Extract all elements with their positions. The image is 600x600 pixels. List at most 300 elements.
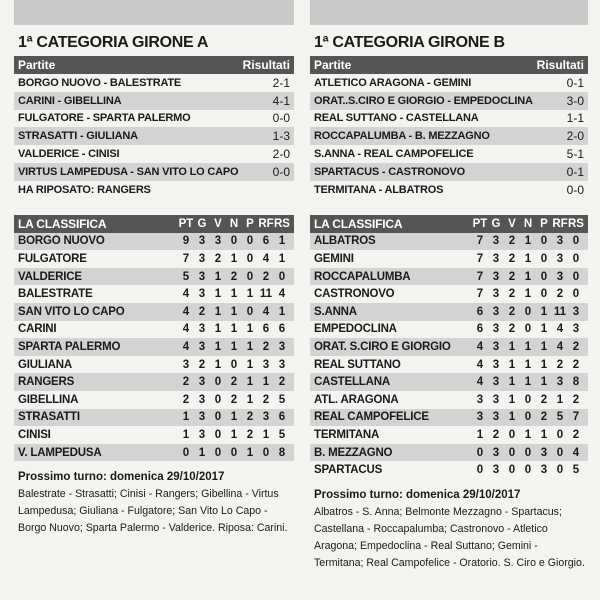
team-name: SPARTACUS [314, 464, 383, 477]
stat-cell: 1 [508, 376, 516, 389]
stat-cell: 1 [524, 235, 532, 248]
standings-row [310, 321, 588, 339]
stat-cell: 1 [230, 428, 238, 441]
result-score: 1-1 [566, 111, 584, 126]
team-name: TERMITANA [314, 428, 380, 441]
stat-cell: 1 [524, 340, 532, 353]
result-match: VALDERICE - CINISI [18, 148, 120, 161]
stat-cell: 0 [214, 376, 222, 389]
stat-cell: 1 [476, 428, 484, 441]
team-name: EMPEDOCLINA [314, 323, 397, 336]
stat-cell: 3 [492, 270, 500, 283]
stat-cell: 3 [556, 270, 564, 283]
stat-cell: 6 [476, 305, 484, 318]
stat-cell: 2 [182, 393, 190, 406]
result-score: 1-3 [272, 129, 290, 144]
stat-cell: 3 [198, 393, 206, 406]
stat-cell: 1 [540, 340, 548, 353]
standings-header-cell: RS [568, 217, 584, 230]
stat-cell: 3 [492, 464, 500, 477]
stat-cell: 2 [556, 288, 564, 301]
stat-cell: 5 [556, 411, 564, 424]
stat-cell: 1 [246, 376, 254, 389]
stat-cell: 1 [246, 358, 254, 371]
stat-cell: 3 [278, 358, 286, 371]
stat-cell: 2 [556, 358, 564, 371]
stat-cell: 6 [278, 323, 286, 336]
stat-cell: 1 [230, 305, 238, 318]
stat-cell: 3 [492, 340, 500, 353]
stat-cell: 0 [524, 446, 532, 459]
standings-header-cell: RF [552, 217, 568, 230]
stat-cell: 5 [278, 393, 286, 406]
stat-cell: 1 [524, 252, 532, 265]
result-row [310, 163, 588, 181]
standings-header-cell: P [246, 217, 254, 230]
stat-cell: 1 [246, 323, 254, 336]
standings-header-cell: LA CLASSIFICA [18, 216, 107, 231]
stat-cell: 1 [214, 358, 222, 371]
stat-cell: 0 [524, 323, 532, 336]
result-match: VIRTUS LAMPEDUSA - SAN VITO LO CAPO [18, 165, 239, 178]
stat-cell: 6 [262, 323, 270, 336]
stat-cell: 3 [572, 305, 580, 318]
result-row [14, 110, 294, 128]
next-round-title: Prossimo turno: domenica 29/10/2017 [18, 471, 225, 484]
top-gray-bar [14, 0, 294, 25]
stat-cell: 0 [556, 428, 564, 441]
stat-cell: 2 [246, 428, 254, 441]
result-score: 0-1 [566, 164, 584, 179]
stat-cell: 4 [278, 288, 286, 301]
standings-row [14, 303, 294, 321]
stat-cell: 0 [572, 235, 580, 248]
results-header-left: Partite [314, 58, 352, 72]
stat-cell: 4 [476, 340, 484, 353]
team-name: ORAT. S.CIRO E GIORGIO [314, 340, 451, 353]
team-name: RANGERS [18, 376, 75, 389]
standings-header [310, 215, 588, 233]
result-row [14, 74, 294, 92]
stat-cell: 1 [524, 428, 532, 441]
result-row [14, 181, 294, 199]
team-name: S.ANNA [314, 305, 357, 318]
stat-cell: 7 [476, 235, 484, 248]
stat-cell: 3 [198, 252, 206, 265]
stat-cell: 3 [198, 235, 206, 248]
results-header-left: Partite [18, 58, 56, 72]
result-match: BORGO NUOVO - BALESTRATE [18, 76, 182, 89]
result-row [310, 181, 588, 199]
team-name: SPARTA PALERMO [18, 340, 121, 353]
stat-cell: 4 [182, 288, 190, 301]
team-name: REAL CAMPOFELICE [314, 411, 429, 424]
stat-cell: 2 [262, 270, 270, 283]
stat-cell: 2 [492, 428, 500, 441]
stat-cell: 2 [540, 411, 548, 424]
stat-cell: 2 [572, 428, 580, 441]
stat-cell: 1 [524, 358, 532, 371]
stat-cell: 1 [246, 340, 254, 353]
stat-cell: 3 [492, 358, 500, 371]
stat-cell: 0 [508, 428, 516, 441]
result-match: CARINI - GIBELLINA [18, 94, 122, 107]
stat-cell: 0 [540, 288, 548, 301]
stat-cell: 1 [524, 270, 532, 283]
stat-cell: 1 [182, 428, 190, 441]
results-header-right: Risultati [242, 58, 290, 72]
stat-cell: 1 [278, 305, 286, 318]
stat-cell: 3 [198, 411, 206, 424]
result-score: 0-0 [272, 111, 290, 126]
stat-cell: 2 [508, 288, 516, 301]
standings-header [14, 215, 294, 233]
stat-cell: 2 [508, 235, 516, 248]
stat-cell: 1 [246, 288, 254, 301]
stat-cell: 7 [476, 270, 484, 283]
girone-a-title: 1ª CATEGORIA GIRONE A [18, 34, 209, 51]
stat-cell: 0 [214, 446, 222, 459]
team-name: ALBATROS [314, 235, 376, 248]
result-match: ATLETICO ARAGONA - GEMINI [314, 76, 472, 89]
results-header [14, 56, 294, 74]
standings-row [310, 356, 588, 374]
team-name: ATL. ARAGONA [314, 393, 399, 406]
stat-cell: 0 [230, 358, 238, 371]
stat-cell: 4 [476, 376, 484, 389]
result-row [310, 74, 588, 92]
standings-row [14, 409, 294, 427]
team-name: BORGO NUOVO [18, 235, 105, 248]
stat-cell: 1 [230, 323, 238, 336]
standings-row [14, 268, 294, 286]
stat-cell: 8 [572, 376, 580, 389]
stat-cell: 0 [524, 305, 532, 318]
stat-cell: 3 [492, 235, 500, 248]
result-row [14, 145, 294, 163]
girone-b-title: 1ª CATEGORIA GIRONE B [314, 34, 505, 51]
stat-cell: 2 [278, 376, 286, 389]
stat-cell: 3 [182, 358, 190, 371]
stat-cell: 1 [214, 323, 222, 336]
stat-cell: 1 [214, 340, 222, 353]
result-score: 3-0 [566, 93, 584, 108]
stat-cell: 3 [198, 340, 206, 353]
standings-table [310, 233, 588, 479]
standings-row [310, 303, 588, 321]
stat-cell: 0 [214, 428, 222, 441]
standings-row [14, 233, 294, 251]
stat-cell: 3 [556, 252, 564, 265]
stat-cell: 1 [214, 288, 222, 301]
team-name: BALESTRATE [18, 288, 93, 301]
team-name: GIULIANA [18, 358, 72, 371]
stat-cell: 2 [182, 376, 190, 389]
stat-cell: 1 [540, 358, 548, 371]
stat-cell: 3 [198, 323, 206, 336]
standings-row [14, 356, 294, 374]
standings-row [310, 444, 588, 462]
stat-cell: 3 [492, 446, 500, 459]
result-score: 2-0 [272, 147, 290, 162]
stat-cell: 0 [540, 235, 548, 248]
stat-cell: 6 [278, 411, 286, 424]
stat-cell: 4 [572, 446, 580, 459]
team-name: ROCCAPALUMBA [314, 270, 411, 283]
stat-cell: 2 [572, 340, 580, 353]
stat-cell: 0 [540, 252, 548, 265]
stat-cell: 0 [508, 446, 516, 459]
stat-cell: 3 [492, 323, 500, 336]
next-round [14, 469, 294, 537]
stat-cell: 3 [476, 393, 484, 406]
team-name: B. MEZZAGNO [314, 446, 393, 459]
stat-cell: 3 [198, 288, 206, 301]
stat-cell: 4 [262, 252, 270, 265]
stat-cell: 2 [230, 270, 238, 283]
stat-cell: 3 [540, 464, 548, 477]
stat-cell: 0 [214, 393, 222, 406]
stat-cell: 6 [476, 323, 484, 336]
stat-cell: 0 [230, 235, 238, 248]
girone-a-column [14, 0, 294, 537]
stat-cell: 1 [230, 411, 238, 424]
stat-cell: 0 [524, 464, 532, 477]
stat-cell: 1 [556, 393, 564, 406]
stat-cell: 0 [508, 464, 516, 477]
stat-cell: 1 [508, 411, 516, 424]
stat-cell: 1 [508, 358, 516, 371]
stat-cell: 3 [278, 340, 286, 353]
stat-cell: 3 [214, 235, 222, 248]
stat-cell: 1 [230, 340, 238, 353]
stat-cell: 1 [524, 288, 532, 301]
result-match: FULGATORE - SPARTA PALERMO [18, 112, 191, 125]
stat-cell: 3 [492, 376, 500, 389]
standings-row [310, 268, 588, 286]
stat-cell: 0 [246, 305, 254, 318]
result-match: STRASATTI - GIULIANA [18, 130, 138, 143]
result-match: S.ANNA - REAL CAMPOFELICE [314, 148, 474, 161]
next-round-title: Prossimo turno: domenica 29/10/2017 [314, 488, 521, 501]
result-row [14, 127, 294, 145]
team-name: CASTRONOVO [314, 288, 395, 301]
stat-cell: 1 [540, 376, 548, 389]
standings-row [310, 391, 588, 409]
stat-cell: 8 [278, 446, 286, 459]
result-match: REAL SUTTANO - CASTELLANA [314, 112, 479, 125]
stat-cell: 2 [214, 252, 222, 265]
stat-cell: 11 [259, 288, 273, 301]
standings-header-cell: G [197, 217, 207, 230]
standings-row [310, 233, 588, 251]
stat-cell: 3 [492, 393, 500, 406]
stat-cell: 1 [508, 340, 516, 353]
standings-header-cell: LA CLASSIFICA [314, 216, 403, 231]
result-score: 0-0 [566, 182, 584, 197]
team-name: REAL SUTTANO [314, 358, 401, 371]
girone-b-column [310, 0, 588, 572]
stat-cell: 3 [492, 288, 500, 301]
stat-cell: 7 [476, 288, 484, 301]
stat-cell: 1 [540, 428, 548, 441]
stat-cell: 1 [214, 305, 222, 318]
stat-cell: 3 [198, 376, 206, 389]
stat-cell: 3 [198, 270, 206, 283]
team-name: GEMINI [314, 252, 354, 265]
stat-cell: 5 [572, 464, 580, 477]
standings-row [14, 426, 294, 444]
result-match: ORAT..S.CIRO E GIORGIO - EMPEDOCLINA [314, 94, 533, 107]
stat-cell: 0 [230, 446, 238, 459]
stat-cell: 4 [182, 305, 190, 318]
stat-cell: 2 [508, 252, 516, 265]
team-name: VALDERICE [18, 270, 82, 283]
stat-cell: 1 [262, 428, 270, 441]
result-row [310, 127, 588, 145]
stat-cell: 1 [540, 323, 548, 336]
stat-cell: 11 [553, 305, 567, 318]
stat-cell: 0 [524, 411, 532, 424]
stat-cell: 0 [476, 464, 484, 477]
stat-cell: 1 [246, 393, 254, 406]
standings-table [14, 233, 294, 462]
stat-cell: 7 [476, 252, 484, 265]
stat-cell: 4 [476, 358, 484, 371]
stat-cell: 2 [230, 393, 238, 406]
next-round-text: Albatros - S. Anna; Belmonte Mezzagno - Spartacus; Castellana - Roccapalumba; Castronovo - Atletico Aragona; Empedoclina - Real Suttano; Gemini - Termitana; Real Campofelice - Oratorio. S. Ciro e Giorgio. [314, 505, 585, 569]
stat-cell: 1 [230, 288, 238, 301]
result-score: 2-0 [566, 129, 584, 144]
team-name: FULGATORE [18, 252, 87, 265]
stat-cell: 3 [198, 428, 206, 441]
standings-header-cell: N [229, 217, 239, 230]
stat-cell: 3 [492, 411, 500, 424]
stat-cell: 4 [182, 340, 190, 353]
stat-cell: 2 [508, 323, 516, 336]
stat-cell: 0 [214, 411, 222, 424]
team-name: SAN VITO LO CAPO [18, 305, 125, 318]
next-round-text: Balestrate - Strasatti; Cinisi - Rangers; Gibellina - Virtus Lampedusa; Giuliana - Fulgatore; San Vito Lo Capo - Borgo Nuovo; Sparta Palermo - Valderice. Riposa: Carini. [18, 488, 288, 535]
standings-header-cell: V [508, 217, 516, 230]
result-row [14, 92, 294, 110]
standings-header-cell: P [540, 217, 548, 230]
stat-cell: 3 [262, 358, 270, 371]
result-score: 5-1 [566, 147, 584, 162]
stat-cell: 4 [262, 305, 270, 318]
results-header-right: Risultati [536, 58, 584, 72]
standings-header-cell: PT [472, 217, 488, 230]
standings-row [14, 338, 294, 356]
stat-cell: 1 [524, 376, 532, 389]
standings-header-cell: PT [178, 217, 194, 230]
stat-cell: 4 [556, 340, 564, 353]
team-name: CINISI [18, 428, 51, 441]
result-row [310, 110, 588, 128]
top-gray-bar [310, 0, 588, 25]
result-score: 0-1 [566, 75, 584, 90]
standings-row [310, 426, 588, 444]
stat-cell: 0 [246, 235, 254, 248]
stat-cell: 0 [246, 252, 254, 265]
standings-row [14, 373, 294, 391]
stat-cell: 3 [556, 235, 564, 248]
stat-cell: 2 [262, 340, 270, 353]
stat-cell: 2 [508, 305, 516, 318]
result-row [14, 163, 294, 181]
team-name: V. LAMPEDUSA [18, 446, 102, 459]
stat-cell: 0 [572, 288, 580, 301]
standings-row [14, 250, 294, 268]
stat-cell: 3 [556, 376, 564, 389]
standings-header-cell: RF [258, 217, 274, 230]
standings-header-cell: N [523, 217, 533, 230]
result-score: 2-1 [272, 75, 290, 90]
stat-cell: 1 [230, 252, 238, 265]
results-header [310, 56, 588, 74]
result-match: ROCCAPALUMBA - B. MEZZAGNO [314, 130, 490, 143]
stat-cell: 9 [182, 235, 190, 248]
standings-row [310, 338, 588, 356]
stat-cell: 2 [198, 305, 206, 318]
stat-cell: 0 [182, 446, 190, 459]
standings-header-cell: V [214, 217, 222, 230]
stat-cell: 7 [572, 411, 580, 424]
stat-cell: 0 [278, 270, 286, 283]
stat-cell: 5 [278, 428, 286, 441]
standings-row [14, 321, 294, 339]
stat-cell: 2 [230, 376, 238, 389]
result-row [310, 145, 588, 163]
stat-cell: 3 [492, 305, 500, 318]
stat-cell: 0 [246, 270, 254, 283]
team-name: CASTELLANA [314, 376, 390, 389]
stat-cell: 3 [540, 446, 548, 459]
stat-cell: 0 [540, 270, 548, 283]
stat-cell: 1 [262, 376, 270, 389]
standings-header-cell: G [491, 217, 501, 230]
stat-cell: 1 [214, 270, 222, 283]
stat-cell: 2 [572, 358, 580, 371]
team-name: GIBELLINA [18, 393, 79, 406]
stat-cell: 1 [508, 393, 516, 406]
standings-row [310, 409, 588, 427]
result-score: 0-0 [272, 164, 290, 179]
stat-cell: 1 [540, 305, 548, 318]
result-match: HA RIPOSATO: RANGERS [18, 183, 151, 196]
stat-cell: 0 [262, 446, 270, 459]
stat-cell: 1 [246, 446, 254, 459]
stat-cell: 0 [556, 446, 564, 459]
stat-cell: 2 [572, 393, 580, 406]
stat-cell: 2 [540, 393, 548, 406]
stat-cell: 0 [572, 270, 580, 283]
result-row [310, 92, 588, 110]
standings-row [310, 373, 588, 391]
stat-cell: 3 [476, 411, 484, 424]
result-match: SPARTACUS - CASTRONOVO [314, 165, 466, 178]
stat-cell: 5 [182, 270, 190, 283]
stat-cell: 7 [182, 252, 190, 265]
result-match: TERMITANA - ALBATROS [314, 183, 444, 196]
stat-cell: 0 [524, 393, 532, 406]
standings-row [310, 461, 588, 479]
stat-cell: 0 [556, 464, 564, 477]
stat-cell: 0 [476, 446, 484, 459]
stat-cell: 1 [182, 411, 190, 424]
stat-cell: 3 [572, 323, 580, 336]
stat-cell: 3 [262, 411, 270, 424]
